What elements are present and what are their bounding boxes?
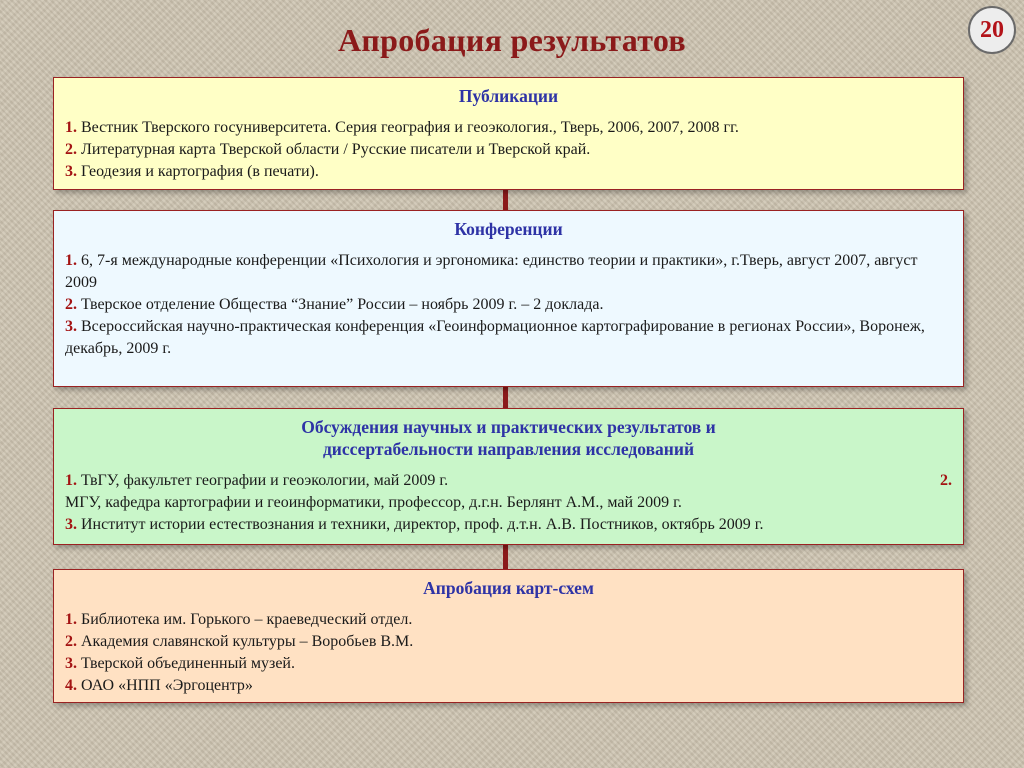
item-text: Всероссийская научно-практическая конференция «Геоинформационное картографирование в регионах России», Воронеж, декабрь, 2009 г. <box>65 318 925 357</box>
connector-line <box>503 387 508 408</box>
list-item <box>65 161 952 183</box>
publications-box <box>53 77 964 190</box>
page-title: Апробация результатов <box>338 22 686 58</box>
list-item <box>65 139 952 161</box>
list-item <box>65 316 952 360</box>
item-number: 1. <box>65 472 77 489</box>
item-text: Тверской объединенный музей. <box>81 655 295 672</box>
item-text: Академия славянской культуры – Воробьев В.М. <box>81 633 414 650</box>
item-text: Библиотека им. Горького – краеведческий отдел. <box>81 611 413 628</box>
discussions-heading-line: Обсуждения научных и практических результатов и <box>301 417 716 437</box>
map-approbation-box <box>53 569 964 703</box>
list-item <box>65 631 952 653</box>
item-text: Литературная карта Тверской области / Русские писатели и Тверской край. <box>81 141 591 158</box>
item-number: 2. <box>65 296 77 313</box>
list-item <box>65 470 952 492</box>
item-text: Тверское отделение Общества “Знание” России – ноябрь 2009 г. – 2 доклада. <box>81 296 604 313</box>
map-approbation-heading: Апробация карт-схем <box>423 578 594 598</box>
list-item <box>65 117 952 139</box>
conferences-box <box>53 210 964 387</box>
list-item: МГУ, кафедра картографии и геоинформатики, профессор, д.г.н. Берлянт А.М., май 2009 г. <box>65 494 682 511</box>
discussions-box <box>53 408 964 545</box>
item-number: 4. <box>65 677 77 694</box>
connector-line <box>503 545 508 569</box>
connector-line <box>503 190 508 210</box>
item-text: ОАО «НПП «Эргоцентр» <box>81 677 253 694</box>
discussions-heading <box>65 416 952 460</box>
item-number: 1. <box>65 119 77 136</box>
list-item <box>65 294 952 316</box>
slide-number-badge: 20 <box>968 6 1016 54</box>
item-text: Вестник Тверского госуниверситета. Серия география и геоэкология., Тверь, 2006, 2007, 2008 гг. <box>81 119 739 136</box>
item-text: Институт истории естествознания и техники, директор, проф. д.т.н. А.В. Постников, октябрь 2009 г. <box>81 516 764 533</box>
item-number: 3. <box>65 655 77 672</box>
item-text: Геодезия и картография (в печати). <box>81 163 319 180</box>
item-number: 3. <box>65 516 77 533</box>
item-number: 2. <box>65 633 77 650</box>
item-text: ТвГУ, факультет географии и геоэкологии, май 2009 г. <box>81 472 449 489</box>
list-item <box>65 250 952 294</box>
item-number: 2. <box>65 141 77 158</box>
item-text: 6, 7-я международные конференции «Психология и эргономика: единство теории и практики», г.Тверь, август 2007, август 2009 <box>65 252 918 291</box>
list-item <box>65 675 952 697</box>
item-number: 1. <box>65 252 77 269</box>
item-number: 1. <box>65 611 77 628</box>
conferences-heading: Конференции <box>454 219 563 239</box>
item-number: 3. <box>65 318 77 335</box>
list-item <box>65 653 952 675</box>
discussions-heading-line: диссертабельности направления исследований <box>322 439 695 459</box>
list-item <box>65 514 952 536</box>
item-number: 2. <box>940 472 952 489</box>
publications-heading: Публикации <box>458 86 559 106</box>
list-item <box>65 609 952 631</box>
item-number: 3. <box>65 163 77 180</box>
